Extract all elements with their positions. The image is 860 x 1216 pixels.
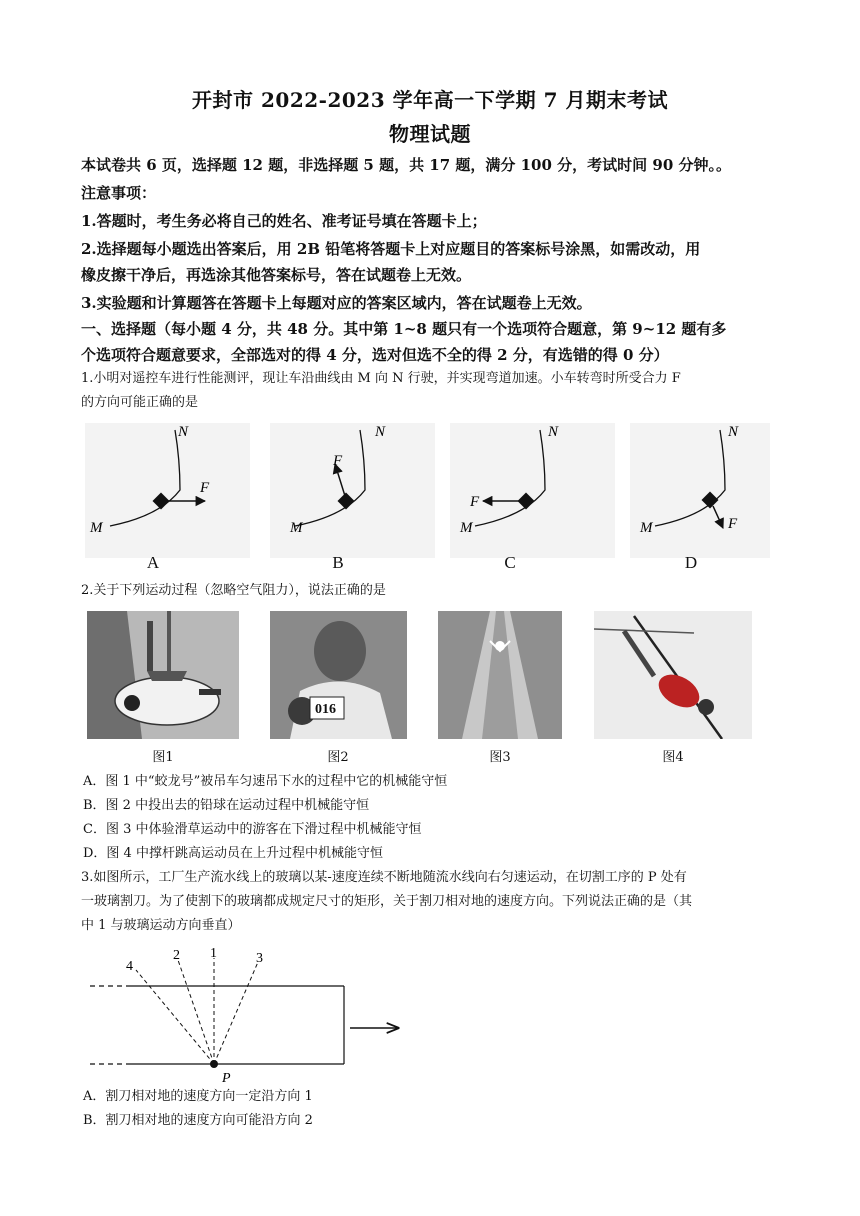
q2-photo-2	[270, 611, 407, 739]
exam-title: 开封市 2022-2023 学年高一下学期 7 月期末考试	[192, 88, 668, 112]
pole-vault-illustration	[594, 611, 752, 739]
direction-2-line	[178, 960, 214, 1064]
q1-label-d: D	[684, 553, 698, 572]
notice-item-2-line1: 2.选择题每小题选出答案后，用 2B 铅笔将答题卡上对应题目的答案标号涂黑，如需改动，用	[81, 240, 701, 258]
label-n: N	[178, 424, 189, 440]
q1-label-c: C	[504, 553, 516, 572]
direction-4-line	[136, 970, 214, 1064]
direction-3-line	[214, 962, 258, 1064]
panel-c-bg	[450, 423, 615, 558]
label-f: F	[333, 453, 343, 469]
label-f: F	[728, 516, 738, 532]
cutter-point	[210, 1060, 218, 1068]
q1-stem-line1: 1.小明对遥控车进行性能测评，现让车沿曲线由 M 向 N 行驶，并实现弯道加速。小车转弯时所受合力 F	[81, 371, 681, 386]
q2-caption-3: 图3	[489, 750, 511, 765]
q2-photo-3	[438, 611, 562, 739]
q3-option-a: A．割刀相对地的速度方向一定沿方向 1	[83, 1089, 313, 1104]
panel-a-bg	[85, 423, 250, 558]
bib-number: 016	[315, 702, 336, 717]
label-n: N	[375, 424, 386, 440]
q2-caption-2: 图2	[327, 750, 349, 765]
label-m: M	[90, 520, 103, 536]
q3-stem-line3: 中 1 与玻璃运动方向垂直）	[81, 918, 241, 933]
direction-label-3: 3	[256, 951, 263, 966]
q2-photo-4	[594, 611, 752, 739]
q3-option-b: B．割刀相对地的速度方向可能沿方向 2	[83, 1113, 313, 1128]
q1-diagrams	[80, 420, 770, 580]
submersible-illustration	[87, 611, 239, 739]
q1-panel-d	[630, 423, 770, 558]
q2-stem: 2.关于下列运动过程（忽略空气阻力），说法正确的是	[81, 583, 386, 598]
q2-option-a: A．图 1 中“蛟龙号”被吊车匀速吊下水的过程中它的机械能守恒	[83, 774, 448, 789]
notice-item-2-line2: 橡皮擦干净后，再选涂其他答案标号，答在试题卷上无效。	[81, 266, 472, 284]
label-m: M	[460, 520, 473, 536]
section1-line1: 一、选择题（每小题 4 分，共 48 分。其中第 1~8 题只有一个选项符合题意，第 9~12 题有多	[81, 320, 727, 338]
label-n: N	[728, 424, 739, 440]
label-n: N	[548, 424, 559, 440]
label-m: M	[290, 520, 303, 536]
exam-subtitle: 物理试题	[389, 122, 471, 146]
q2-caption-4: 图4	[662, 750, 684, 765]
q2-option-d: D．图 4 中撑杆跳高运动员在上升过程中机械能守恒	[83, 846, 383, 861]
q3-stem-line1: 3.如图所示，工厂生产流水线上的玻璃以某-速度连续不断地随流水线向右匀速运动，在切割工序的 P 处有	[81, 870, 687, 885]
shotput-illustration	[270, 611, 407, 739]
q2-caption-1: 图1	[152, 750, 174, 765]
notice-item-3: 3.实验题和计算题答在答题卡上每题对应的答案区域内，答在试题卷上无效。	[81, 294, 592, 312]
point-label-p: P	[222, 1071, 231, 1085]
direction-label-2: 2	[173, 948, 180, 963]
notice-heading: 注意事项：	[81, 184, 157, 202]
q2-option-b: B．图 2 中投出去的铅球在运动过程中机械能守恒	[83, 798, 370, 813]
panel-d-bg	[630, 423, 770, 558]
direction-label-1: 1	[210, 946, 217, 961]
notice-item-1: 1.答题时，考生务必将自己的姓名、准考证号填在答题卡上；	[81, 212, 487, 230]
panel-b-bg	[270, 423, 435, 558]
q2-photo-1	[87, 611, 239, 739]
label-f: F	[470, 494, 480, 510]
q1-panel-a	[85, 423, 250, 558]
q1-label-a: A	[146, 553, 160, 572]
q1-label-b: B	[332, 553, 344, 572]
q1-panel-b	[270, 423, 435, 558]
intro-text: 本试卷共 6 页，选择题 12 题，非选择题 5 题，共 17 题，满分 100 分，考试时间 90 分钟。。	[81, 156, 731, 174]
q3-diagram	[80, 940, 420, 1085]
q1-panel-c	[450, 423, 615, 558]
label-m: M	[640, 520, 653, 536]
q2-option-c: C．图 3 中体验滑草运动中的游客在下滑过程中机械能守恒	[83, 822, 422, 837]
q1-stem-line2: 的方向可能正确的是	[81, 395, 199, 410]
q3-stem-line2: 一玻璃割刀。为了使割下的玻璃都成规定尺寸的矩形，关于割刀相对地的速度方向。下列说法正确的是（其	[81, 894, 693, 909]
label-f: F	[200, 480, 210, 496]
direction-label-4: 4	[126, 959, 133, 974]
grass-slide-illustration	[438, 611, 562, 739]
section1-line2: 个选项符合题意要求，全部选对的得 4 分，选对但选不全的得 2 分，有选错的得 0 分）	[81, 346, 669, 364]
